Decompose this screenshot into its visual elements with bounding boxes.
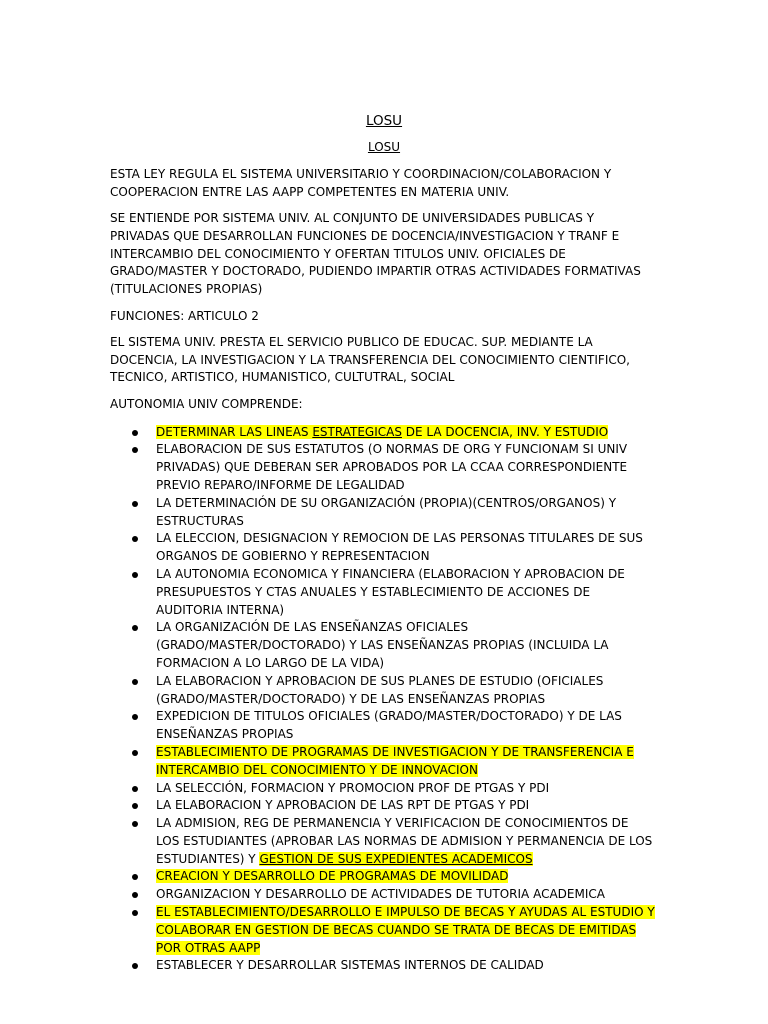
- bullet-icon: [132, 447, 138, 453]
- bullet-icon: [132, 714, 138, 720]
- bullet-icon: [132, 572, 138, 578]
- list-item: [110, 780, 655, 798]
- list-item: [110, 708, 655, 744]
- bullet-icon: [132, 536, 138, 542]
- list-item-text: ESTABLECER Y DESARROLLAR SISTEMAS INTERNOS DE CALIDAD: [156, 958, 544, 973]
- paragraph-scope: ESTA LEY REGULA EL SISTEMA UNIVERSITARIO Y COORDINACION/COLABORACION Y COOPERACION ENTRE LAS AAPP COMPETENTES EN MATERIA UNIV.: [110, 167, 612, 199]
- bullet-icon: [132, 963, 138, 969]
- bullet-icon: [132, 750, 138, 756]
- list-item-text: LA ADMISION, REG DE PERMANENCIA Y VERIFICACION DE CONOCIMIENTOS DE LOS ESTUDIANTES (APROBAR LAS NORMAS DE ADMISION Y PERMANENCIA DE LOS ESTUDIANTES) Y: [156, 816, 653, 866]
- paragraph-definition: SE ENTIENDE POR SISTEMA UNIV. AL CONJUNTO DE UNIVERSIDADES PUBLICAS Y PRIVADAS QUE DESARROLLAN FUNCIONES DE DOCENCIA/INVESTIGACION Y TRANF E INTERCAMBIO DEL CONOCIMIENTO Y OFERTAN TITULOS UNIV. OFICIALES DE GRADO/MASTER Y DOCTORADO, PUDIENDO IMPARTIR OTRAS ACTIVIDADES FORMATIVAS (TITULACIONES PROPIAS): [110, 211, 641, 297]
- paragraph-functions: EL SISTEMA UNIV. PRESTA EL SERVICIO PUBLICO DE EDUCAC. SUP. MEDIANTE LA DOCENCIA, LA INVESTIGACION Y LA TRANSFERENCIA DEL CONOCIMIENTO CIENTIFICO, TECNICO, ARTISTICO, HUMANISTICO, CULTUTRAL, SOCIAL: [110, 334, 630, 385]
- document-body: [110, 166, 655, 975]
- list-item: [110, 815, 655, 868]
- list-item: [110, 495, 655, 531]
- list-item: [110, 673, 655, 709]
- list-item-text: LA ELABORACION Y APROBACION DE LAS RPT DE PTGAS Y PDI: [156, 798, 530, 813]
- list-item: [110, 619, 655, 672]
- document-title: LOSU: [365, 113, 403, 129]
- highlighted-text: EL ESTABLECIMIENTO/DESARROLLO E IMPULSO DE BECAS Y AYUDAS AL ESTUDIO Y COLABORAR EN GESTION DE BECAS CUANDO SE TRATA DE BECAS DE EMITIDAS POR OTRAS AAPP: [156, 905, 655, 955]
- bullet-icon: [132, 679, 138, 685]
- highlighted-text: [156, 425, 608, 439]
- list-item: [110, 744, 655, 780]
- list-item: [110, 904, 655, 957]
- list-item-text: DE LA DOCENCIA, INV. Y ESTUDIO: [401, 424, 609, 439]
- bullet-icon: [132, 874, 138, 880]
- list-item: [110, 957, 655, 975]
- bullet-icon: [132, 430, 138, 436]
- list-item: [110, 530, 655, 566]
- highlighted-text: ESTABLECIMIENTO DE PROGRAMAS DE INVESTIGACION Y DE TRANSFERENCIA E INTERCAMBIO DEL CONOCIMIENTO Y DE INNOVACION: [156, 744, 634, 777]
- list-item-text: ELABORACION DE SUS ESTATUTOS (O NORMAS DE ORG Y FUNCIONAM SI UNIV PRIVADAS) QUE DEBERAN SER APROBADOS POR LA CCAA CORRESPONDIENTE PREVIO REPARO/INFORME DE LEGALIDAD: [156, 442, 628, 492]
- list-item-text: DETERMINAR LAS LINEAS: [156, 424, 313, 439]
- list-item-text: ORGANIZACION Y DESARROLLO DE ACTIVIDADES DE TUTORIA ACADEMICA: [156, 887, 605, 902]
- underlined-text: ESTRATEGICAS: [312, 424, 402, 439]
- list-item-text: LA ELABORACION Y APROBACION DE SUS PLANES DE ESTUDIO (OFICIALES (GRADO/MASTER/DOCTORADO) Y DE LAS ENSEÑANZAS PROPIAS: [156, 673, 604, 706]
- list-item: [110, 797, 655, 815]
- list-item-text: LA AUTONOMIA ECONOMICA Y FINANCIERA (ELABORACION Y APROBACION DE PRESUPUESTOS Y CTAS ANUALES Y ESTABLECIMIENTO DE ACCIONES DE AUDITORIA INTERNA): [156, 566, 625, 617]
- paragraph-autonomy-heading: AUTONOMIA UNIV COMPRENDE:: [110, 396, 303, 411]
- bullet-icon: [132, 803, 138, 809]
- list-item-text: LA DETERMINACIÓN DE SU ORGANIZACIÓN (PROPIA)(CENTROS/ORGANOS) Y ESTRUCTURAS: [156, 495, 617, 528]
- bullet-icon: [132, 910, 138, 916]
- bullet-icon: [132, 821, 138, 827]
- bullet-icon: [132, 501, 138, 507]
- highlighted-text: CREACION Y DESARROLLO DE PROGRAMAS DE MOVILIDAD: [156, 869, 509, 884]
- paragraph-functions-heading: FUNCIONES: ARTICULO 2: [110, 308, 259, 323]
- highlighted-underlined-text: GESTION DE SUS EXPEDIENTES ACADEMICOS: [259, 851, 533, 866]
- list-item-text: LA ELECCION, DESIGNACION Y REMOCION DE LAS PERSONAS TITULARES DE SUS ORGANOS DE GOBIERNO Y REPRESENTACION: [156, 531, 643, 564]
- list-item-text: EXPEDICION DE TITULOS OFICIALES (GRADO/MASTER/DOCTORADO) Y DE LAS ENSEÑANZAS PROPIAS: [156, 709, 622, 742]
- list-item-text: LA SELECCIÓN, FORMACION Y PROMOCION PROF DE PTGAS Y PDI: [156, 780, 550, 795]
- document-subtitle: LOSU: [367, 140, 401, 154]
- autonomy-list: [110, 424, 655, 976]
- bullet-icon: [132, 892, 138, 898]
- list-item: [110, 886, 655, 904]
- bullet-icon: [132, 786, 138, 792]
- list-item: [110, 441, 655, 494]
- list-item: [110, 424, 655, 442]
- bullet-icon: [132, 625, 138, 631]
- list-item-text: LA ORGANIZACIÓN DE LAS ENSEÑANZAS OFICIALES (GRADO/MASTER/DOCTORADO) Y LAS ENSEÑANZAS PROPIAS (INCLUIDA LA FORMACION A LO LARGO DE LA VIDA): [156, 620, 609, 670]
- list-item: [110, 566, 655, 619]
- list-item: [110, 868, 655, 886]
